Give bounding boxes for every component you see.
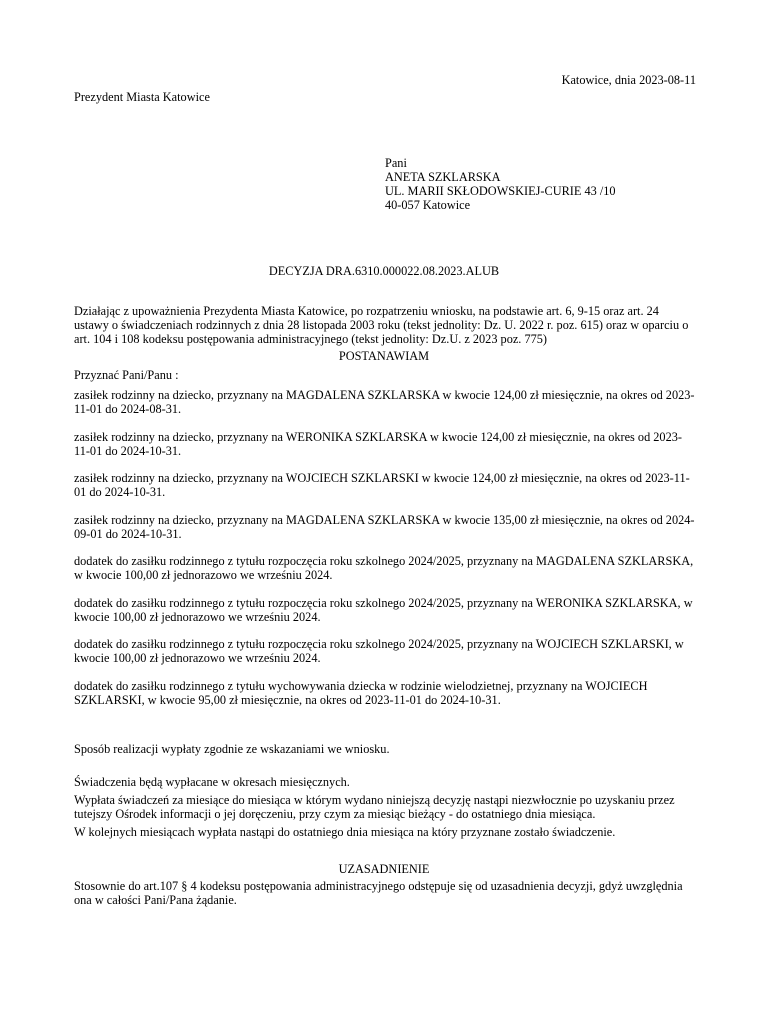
benefit-item: zasiłek rodzinny na dziecko, przyznany na WERONIKA SZKLARSKA w kwocie 124,00 zł miesięcznie, na okres od 2023-11-01 do 2024-10-31. <box>74 430 682 458</box>
justification-heading: UZASADNIENIE <box>338 862 430 876</box>
justification-text: Stosownie do art.107 § 4 kodeksu postępowania administracyjnego odstępuje się od uzasadnienia decyzji, gdyż uwzględnia ona w całości Pani/Pana żądanie. <box>74 879 683 907</box>
legal-basis-paragraph: Działając z upoważnienia Prezydenta Miasta Katowice, po rozpatrzeniu wniosku, na podstawie art. 6, 9-15 oraz art. 24 ustawy o świadczeniach rodzinnych z dnia 28 listopada 2003 roku (tekst jednolity: Dz. U. 2022 r. poz. 615) oraz w oparciu o art. 104 i 108 kodeksu postępowania administracyjnego (tekst jednolity: Dz.U. z 2023 poz. 775) <box>74 304 689 346</box>
payment-method: Sposób realizacji wypłaty zgodnie ze wskazaniami we wniosku. <box>74 742 390 756</box>
payment-first: Wypłata świadczeń za miesiące do miesiąca w którym wydano niniejszą decyzję nastąpi niezwłocznie po uzyskaniu przez tutejszy Ośrodek informacji o jej doręczeniu, przy czym za miesiąc bieżący - do ostatniego dnia miesiąca. <box>74 793 675 821</box>
addressee-street: UL. MARII SKŁODOWSKIEJ-CURIE 43 /10 <box>385 184 616 198</box>
benefit-item: dodatek do zasiłku rodzinnego z tytułu rozpoczęcia roku szkolnego 2024/2025, przyznany na MAGDALENA SZKLARSKA, w kwocie 100,00 zł jednorazowo we wrześniu 2024. <box>74 554 694 582</box>
place-and-date: Katowice, dnia 2023-08-11 <box>561 73 696 87</box>
grant-lead: Przyznać Pani/Panu : <box>74 368 179 382</box>
benefit-item: zasiłek rodzinny na dziecko, przyznany na MAGDALENA SZKLARSKA w kwocie 124,00 zł miesięcznie, na okres od 2023-11-01 do 2024-08-31. <box>74 388 695 416</box>
benefit-item: dodatek do zasiłku rodzinnego z tytułu rozpoczęcia roku szkolnego 2024/2025, przyznany na WERONIKA SZKLARSKA, w kwocie 100,00 zł jednorazowo we wrześniu 2024. <box>74 596 693 624</box>
addressee-block <box>385 156 616 212</box>
addressee-name: ANETA SZKLARSKA <box>385 170 501 184</box>
benefit-item: zasiłek rodzinny na dziecko, przyznany na WOJCIECH SZKLARSKI w kwocie 124,00 zł miesięcznie, na okres od 2023-11-01 do 2024-10-31. <box>74 471 690 499</box>
payment-next: W kolejnych miesiącach wypłata nastąpi do ostatniego dnia miesiąca na który przyznane zostało świadczenie. <box>74 825 616 839</box>
payment-schedule: Świadczenia będą wypłacane w okresach miesięcznych. <box>74 775 350 789</box>
decision-title: DECYZJA DRA.6310.000022.08.2023.ALUB <box>268 264 500 278</box>
decision-heading: POSTANAWIAM <box>338 349 430 363</box>
benefit-item: zasiłek rodzinny na dziecko, przyznany na MAGDALENA SZKLARSKA w kwocie 135,00 zł miesięcznie, na okres od 2024-09-01 do 2024-10-31. <box>74 513 695 541</box>
addressee-salutation: Pani <box>385 156 407 170</box>
issuer: Prezydent Miasta Katowice <box>74 90 210 104</box>
benefit-item: dodatek do zasiłku rodzinnego z tytułu wychowywania dziecka w rodzinie wielodzietnej, przyznany na WOJCIECH SZKLARSKI, w kwocie 95,00 zł miesięcznie, na okres od 2023-11-01 do 2024-10-31. <box>74 679 648 707</box>
benefit-item: dodatek do zasiłku rodzinnego z tytułu rozpoczęcia roku szkolnego 2024/2025, przyznany na WOJCIECH SZKLARSKI, w kwocie 100,00 zł jednorazowo we wrześniu 2024. <box>74 637 684 665</box>
addressee-city: 40-057 Katowice <box>385 198 471 212</box>
